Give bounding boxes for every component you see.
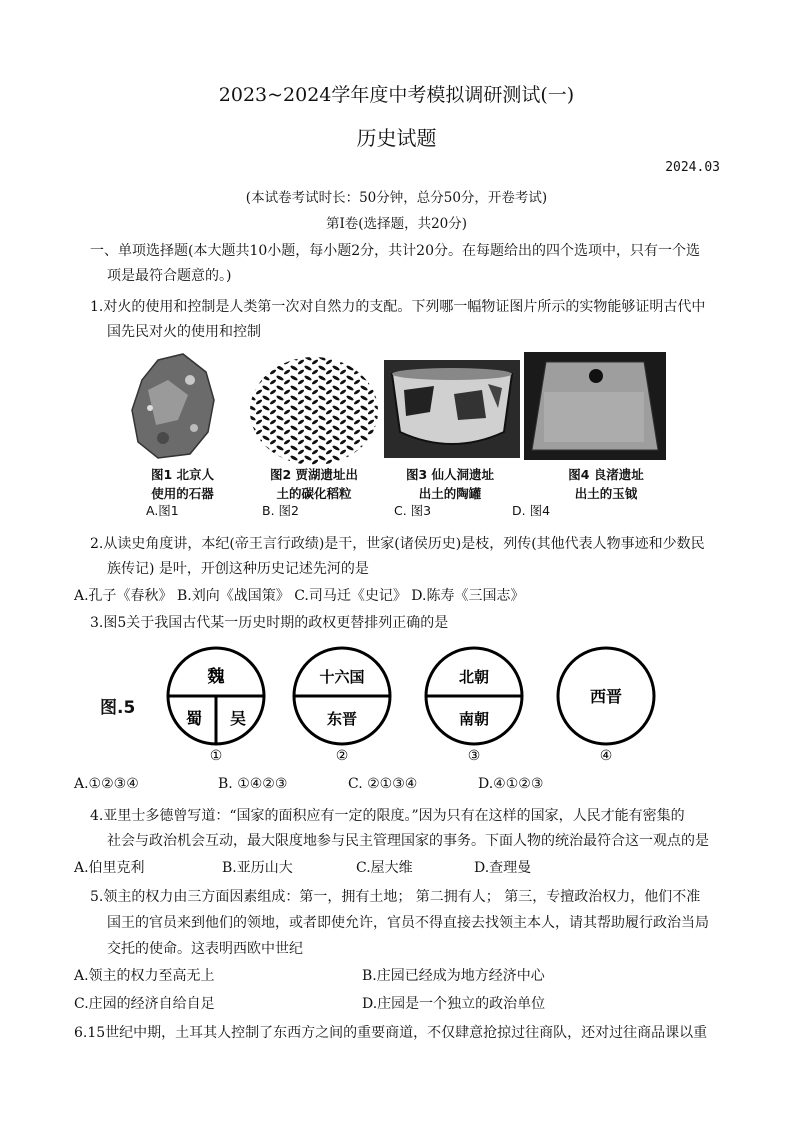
circle-1-left: 蜀	[185, 709, 203, 728]
period-circle-4	[550, 644, 662, 764]
figure-1-caption-line2: 使用的石器	[151, 486, 214, 501]
jade-axe-photo	[524, 352, 666, 460]
circle-4-center: 西晋	[589, 687, 623, 706]
stone-tool-photo	[128, 350, 220, 462]
circle-3-top: 北朝	[458, 668, 490, 686]
q4-option-a[interactable]: A.伯里克利	[74, 860, 145, 876]
period-circle-3	[418, 644, 530, 764]
q3-option-d[interactable]: D.④①②③	[478, 776, 544, 792]
q3-option-c[interactable]: C. ②①③④	[348, 776, 418, 792]
subject-title: 历史试题	[356, 126, 437, 150]
part-heading: 第Ⅰ卷(选择题，共20分)	[325, 216, 468, 232]
figure-2-caption-line1: 图2 贾湖遗址出	[269, 467, 359, 482]
period-circle-2	[286, 644, 398, 764]
circle-2-top: 十六国	[319, 668, 365, 686]
question-5-stem-cont2: 交托的使命。这表明西欧中世纪	[107, 941, 303, 957]
section-instructions-line1: 一、单项选择题(本大题共10小题，每小题2分，共计20分。在每题给出的四个选项中，只有一个选	[90, 243, 700, 259]
figure-3-caption-line1: 图3 仙人洞遗址	[405, 467, 495, 482]
question-6-stem: 6.15世纪中期，土耳其人控制了东西方之间的重要商道，不仅肆意抢掠过往商队，还对过往商品课以重	[74, 1025, 708, 1041]
question-2-stem: 2.从读史角度讲，本纪(帝王言行政绩)是干，世家(诸侯历史)是枝，列传(其他代表人物事迹和少数民	[90, 536, 705, 552]
circle-1-top: 魏	[207, 667, 225, 687]
carbonized-rice-photo	[248, 355, 380, 467]
q5-option-a[interactable]: A.领主的权力至高无上	[74, 968, 215, 984]
exam-date: 2024.03	[665, 160, 720, 175]
q4-option-c[interactable]: C.屋大维	[356, 860, 413, 876]
q4-option-b[interactable]: B.亚历山大	[222, 860, 293, 876]
question-3-stem: 3.图5关于我国古代某一历史时期的政权更替排列正确的是	[90, 615, 449, 631]
question-1-stem: 1.对火的使用和控制是人类第一次对自然力的支配。下列哪一幅物证图片所示的实物能够证明古代中	[90, 299, 706, 315]
exam-info: (本试卷考试时长：50分钟，总分50分，开卷考试)	[245, 190, 548, 206]
circle-1-right: 吴	[229, 709, 247, 728]
exam-title: 2023~2024学年度中考模拟调研测试(一)	[218, 84, 575, 106]
question-4-stem-cont: 社会与政治机会互动，最大限度地参与民主管理国家的事务。下面人物的统治最符合这一观点的是	[107, 833, 709, 849]
question-1-stem-cont: 国先民对火的使用和控制	[107, 324, 261, 340]
period-circle-1	[160, 644, 272, 764]
question-2-stem-cont: 族传记) 是叶，开创这种历史记述先河的是	[107, 561, 369, 577]
question-4-stem: 4.亚里士多德曾写道：“国家的面积应有一定的限度。”因为只有在这样的国家，人民才能有密集的	[90, 808, 685, 824]
figure-2-caption-line2: 土的碳化稻粒	[276, 486, 352, 501]
q2-options[interactable]: A.孔子《春秋》 B.刘向《战国策》 C.司马迁《史记》 D.陈寿《三国志》	[74, 588, 525, 604]
q5-option-d[interactable]: D.庄园是一个独立的政治单位	[362, 996, 546, 1012]
q3-option-a[interactable]: A.①②③④	[74, 776, 139, 792]
circle-2-bottom: 东晋	[326, 710, 358, 728]
q1-option-a[interactable]: A.图1	[146, 503, 179, 518]
figure-5-label: 图.5	[100, 698, 136, 718]
question-5-stem-cont1: 国王的官员来到他们的领地，或者即使允许，官员不得直接去找领主本人，请其帮助履行政治当局	[107, 915, 709, 931]
figure-3-caption-line2: 出土的陶罐	[418, 486, 482, 501]
figure-4-caption-line1: 图4 良渚遗址	[568, 467, 644, 482]
q5-option-c[interactable]: C.庄园的经济自给自足	[74, 996, 215, 1012]
section-instructions-line2: 项是最符合题意的。)	[107, 268, 232, 284]
q1-option-d[interactable]: D. 图4	[512, 503, 551, 518]
figure-1-caption-line1: 图1 北京人	[150, 467, 215, 482]
circle-2-number: ②	[335, 748, 349, 764]
circle-3-number: ③	[467, 748, 481, 764]
figure-4-caption-line2: 出土的玉钺	[574, 486, 638, 501]
circle-3-bottom: 南朝	[458, 710, 490, 728]
pottery-photo	[384, 360, 520, 458]
q4-option-d[interactable]: D.查理曼	[474, 860, 532, 876]
circle-1-number: ①	[209, 748, 223, 764]
q3-option-b[interactable]: B. ①④②③	[218, 776, 288, 792]
circle-4-number: ④	[599, 748, 613, 764]
q1-option-c[interactable]: C. 图3	[394, 503, 432, 518]
q1-option-b[interactable]: B. 图2	[262, 503, 299, 518]
q5-option-b[interactable]: B.庄园已经成为地方经济中心	[362, 968, 545, 984]
question-5-stem: 5.领主的权力由三方面因素组成：第一，拥有土地； 第二拥有人； 第三，专擅政治权力，他们不准	[90, 889, 701, 905]
